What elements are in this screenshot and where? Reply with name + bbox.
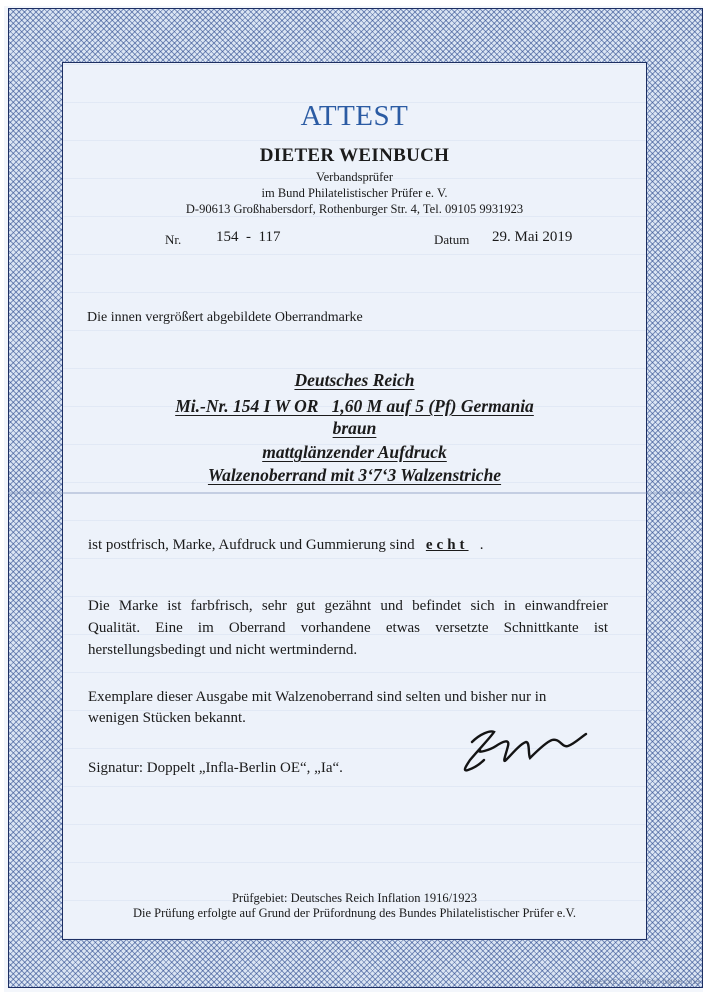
verdict-echt: echt (425, 537, 469, 553)
handwritten-signature (450, 720, 600, 780)
expert-address: D-90613 Großhabersdorf, Rothenburger Str. 4, Tel. 09105 9931923 (185, 202, 524, 216)
stamp-color: braun (332, 418, 377, 438)
signatur-note: Signatur: Doppelt „Infla-Berlin OE“, „Ia“. (88, 760, 343, 776)
status-suffix: . (479, 537, 484, 553)
paragraph1-line3: herstellungsbedingt und nicht wertmindernd. (88, 642, 358, 658)
stamp-catalog-number: Mi.-Nr. 154 I W OR 1,60 M auf 5 (Pf) Germania (175, 396, 534, 416)
paragraph1-line1: Die Marke ist farbfrisch, sehr gut gezähnt und befindet sich in einwandfreier (88, 598, 608, 614)
certificate-number-label: Nr. (165, 232, 182, 247)
footer-rule: Die Prüfung erfolgte auf Grund der Prüfordnung des Bundes Philatelistischer Prüfer e.V. (132, 906, 577, 920)
certificate-number: 154 - 117 (216, 229, 281, 245)
paragraph1-line2: Qualität. Eine im Oberrand vorhandene etwas versetzte Schnittkante ist (88, 620, 608, 636)
stamp-overprint: mattglänzender Aufdruck (262, 442, 447, 462)
printer-imprint: © GIESECKE & DEVRIENT GMBH 2015 (575, 980, 700, 986)
expert-association: im Bund Philatelistischer Prüfer e. V. (261, 186, 448, 200)
fold-line (8, 492, 703, 494)
document-title: ATTEST (300, 100, 409, 132)
status-prefix: ist postfrisch, Marke, Aufdruck und Gummierung sind (88, 537, 415, 553)
status-line (88, 537, 484, 554)
stamp-country: Deutsches Reich (294, 370, 415, 390)
footer-area: Prüfgebiet: Deutsches Reich Inflation 1916/1923 (231, 891, 478, 905)
expert-name: DIETER WEINBUCH (259, 145, 450, 166)
stamp-margin: Walzenoberrand mit 3‘7‘3 Walzenstriche (207, 465, 502, 485)
paragraph2-line2: wenigen Stücken bekannt. (88, 710, 246, 726)
intro-text: Die innen vergrößert abgebildete Oberrandmarke (87, 310, 363, 325)
paragraph2-line1: Exemplare dieser Ausgabe mit Walzenoberrand sind selten und bisher nur in (88, 689, 547, 705)
date-label: Datum (434, 232, 470, 247)
certificate-date: 29. Mai 2019 (492, 229, 573, 245)
expert-role: Verbandsprüfer (315, 170, 394, 184)
